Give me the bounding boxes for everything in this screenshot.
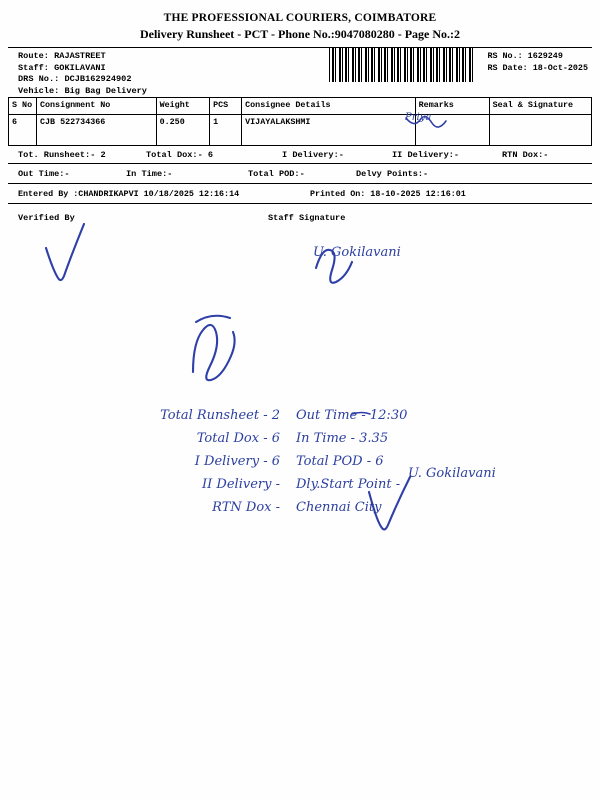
- col-consignment-no: Consignment No: [36, 98, 156, 115]
- cell-consignment-no: CJB 522734366: [36, 115, 156, 146]
- hand-out-time: Out Time - 12:30: [296, 408, 408, 423]
- times-row: [8, 164, 592, 183]
- hand-rtn-dox: RTN Dox -: [212, 500, 280, 515]
- hand-delivery-city: Chennai City: [296, 500, 382, 515]
- hand-in-time: In Time - 3.35: [296, 431, 389, 446]
- consignment-table: [8, 97, 592, 146]
- total-dox: Total Dox:- 6: [146, 150, 214, 160]
- hand-first-delivery: I Delivery - 6: [194, 454, 280, 469]
- out-time: Out Time:-: [18, 169, 70, 179]
- rs-no-value: 1629249: [527, 51, 563, 61]
- hand-total-dox: Total Dox - 6: [196, 431, 280, 446]
- delvy-points: Delvy Points:-: [356, 169, 429, 179]
- runsheet-header-block: [8, 6, 592, 223]
- route-label: Route:: [18, 51, 49, 61]
- col-seal-signature: Seal & Signature: [489, 98, 591, 115]
- runsheet-meta: [8, 48, 592, 97]
- total-runsheet: Tot. Runsheet:- 2: [18, 150, 106, 160]
- totals-row: [8, 146, 592, 163]
- handwritten-signature-bottom: U. Gokilavani: [408, 466, 496, 481]
- total-pod: Total POD:-: [248, 169, 305, 179]
- col-pcs: PCS: [210, 98, 242, 115]
- rs-date-label: RS Date:: [487, 63, 528, 73]
- route-value: RAJASTREET: [54, 51, 106, 61]
- col-weight: Weight: [156, 98, 209, 115]
- handwritten-left-notes: [120, 404, 280, 519]
- vehicle-value: Big Bag Delivery: [64, 85, 147, 96]
- staff-signature-label: Staff Signature: [268, 213, 346, 223]
- hand-total-pod: Total POD - 6: [296, 454, 384, 469]
- drs-label: DRS No.:: [18, 74, 60, 84]
- entered-by: Entered By :CHANDRIKAPVI 10/18/2025 12:16:14: [18, 189, 240, 199]
- col-consignee-details: Consignee Details: [242, 98, 416, 115]
- barcode-bars: [329, 48, 474, 82]
- handwritten-remarks-initial: Priya: [405, 112, 432, 123]
- staff-value: GOKILAVANI: [54, 62, 106, 73]
- col-sno: S No: [9, 98, 37, 115]
- handwritten-signature-top: U. Gokilavani: [313, 245, 401, 260]
- document-subtitle: Delivery Runsheet - PCT - Phone No.:9047080280 - Page No.:2: [139, 27, 461, 41]
- handwritten-right-notes: [296, 404, 466, 519]
- table-row: [9, 115, 592, 146]
- entered-row: [8, 184, 592, 203]
- company-title: THE PROFESSIONAL COURIERS, COIMBATORE: [163, 12, 437, 24]
- cell-consignee: VIJAYALAKSHMI: [242, 115, 416, 146]
- verified-by-label: Verified By: [18, 213, 75, 223]
- rtn-dox: RTN Dox:-: [502, 150, 549, 160]
- barcode: [329, 48, 474, 88]
- second-delivery: II Delivery:-: [392, 150, 460, 160]
- col-remarks: Remarks: [415, 98, 489, 115]
- table-header-row: [9, 98, 592, 115]
- rs-no-label: RS No.:: [487, 51, 523, 61]
- drs-value: DCJB162924902: [64, 74, 132, 84]
- cell-sno: 6: [9, 115, 37, 146]
- cell-seal-signature: [489, 115, 591, 146]
- hand-total-runsheet: Total Runsheet - 2: [160, 408, 280, 423]
- cell-weight: 0.250: [156, 115, 209, 146]
- hand-second-delivery: II Delivery -: [202, 477, 280, 492]
- cell-pcs: 1: [210, 115, 242, 146]
- signature-row: [8, 204, 592, 227]
- in-time: In Time:-: [126, 169, 173, 179]
- rs-date-line: [487, 62, 588, 74]
- vehicle-label: Vehicle:: [18, 85, 60, 96]
- rs-no-line: [487, 50, 588, 62]
- vehicle-line: [8, 86, 592, 98]
- staff-label: Staff:: [18, 62, 49, 73]
- first-delivery: I Delivery:-: [282, 150, 344, 160]
- printed-on: Printed On: 18-10-2025 12:16:01: [310, 189, 466, 199]
- runsheet-meta-right: [487, 50, 588, 74]
- hand-delivery-start-point: Dly.Start Point -: [296, 477, 401, 492]
- rs-date-value: 18-Oct-2025: [532, 63, 588, 73]
- drs-line: [8, 74, 592, 86]
